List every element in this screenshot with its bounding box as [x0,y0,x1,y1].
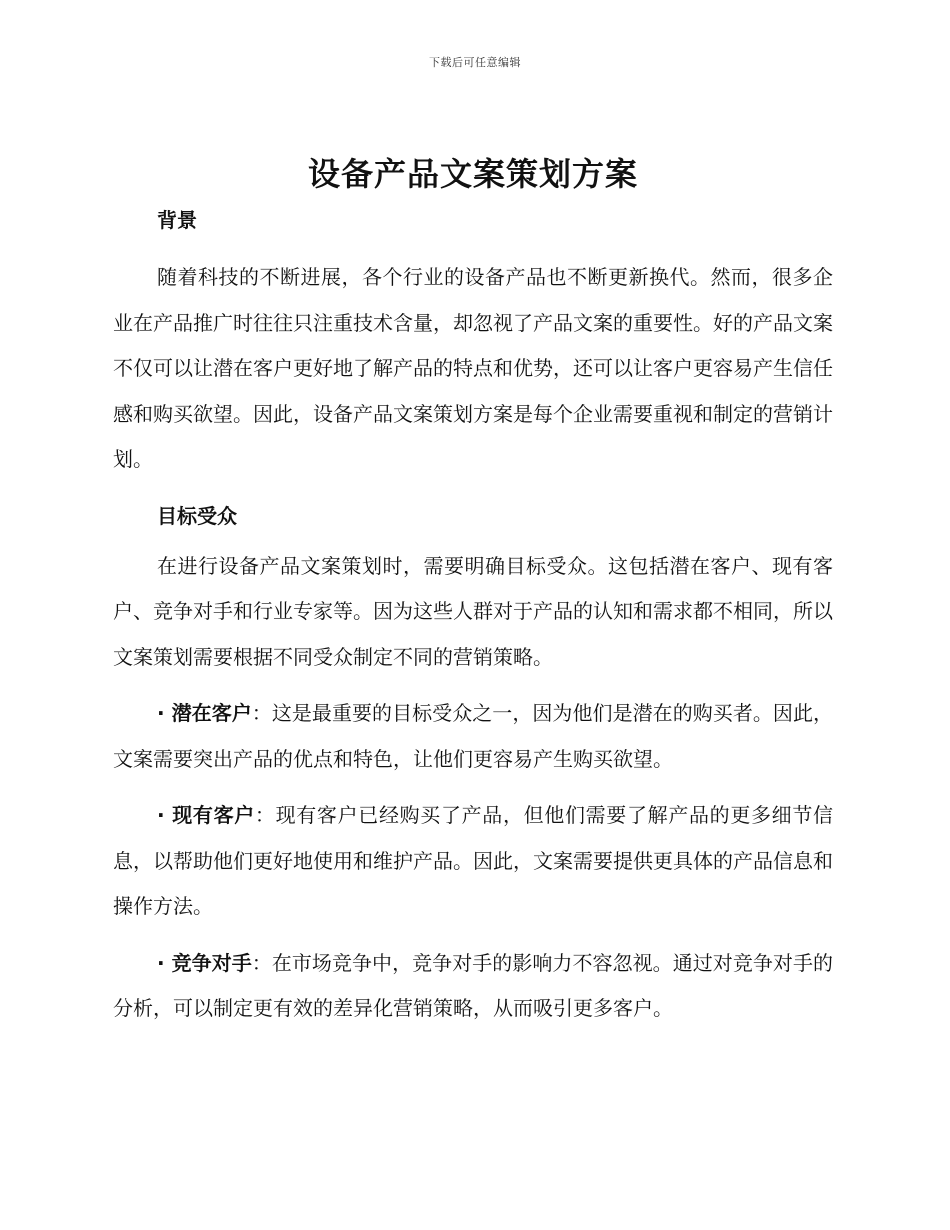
bullet-label: · 现有客户 [157,803,255,827]
section-heading-background: 背景 [157,208,197,232]
document-body [113,150,833,1032]
bullet-text: ：在市场竞争中，竞争对手的影响力不容忽视。通过对竞争对手的分析，可以制定更有效的差异化营销策略，从而吸引更多客户。 [113,950,834,1020]
bullet-item-existing-customers [113,793,833,930]
bullet-text: ：现有客户已经购买了产品，但他们需要了解产品的更多细节信息，以帮助他们更好地使用和维护产品。因此，文案需要提供更具体的产品信息和操作方法。 [113,803,834,918]
section-heading-target-audience: 目标受众 [157,503,237,528]
bullet-label: · 潜在客户 [157,701,252,725]
paragraph-target-audience: 在进行设备产品文案策划时，需要明确目标受众。这包括潜在客户、现有客户、竞争对手和行业专家等。因为这些人群对于产品的认知和需求都不相同，所以文案策划需要根据不同受众制定不同的营销策略。 [113,553,833,669]
bullet-item-competitors [113,941,833,1032]
paragraph-background: 随着科技的不断进展，各个行业的设备产品也不断更新换代。然而，很多企业在产品推广时往往只注重技术含量，却忽视了产品文案的重要性。好的产品文案不仅可以让潜在客户更好地了解产品的特点和优势，还可以让客户更容易产生信任感和购买欲望。因此，设备产品文案策划方案是每个企业需要重视和制定的营销计划。 [113,265,833,471]
bullet-label: · 竞争对手 [157,950,252,975]
document-title: 设备产品文案策划方案 [307,155,638,193]
bullet-text: ：这是最重要的目标受众之一，因为他们是潜在的购买者。因此，文案需要突出产品的优点和特色，让他们更容易产生购买欲望。 [113,701,834,771]
page-header-note: 下载后可任意编辑 [429,56,521,69]
bullet-item-potential-customers [113,691,833,782]
